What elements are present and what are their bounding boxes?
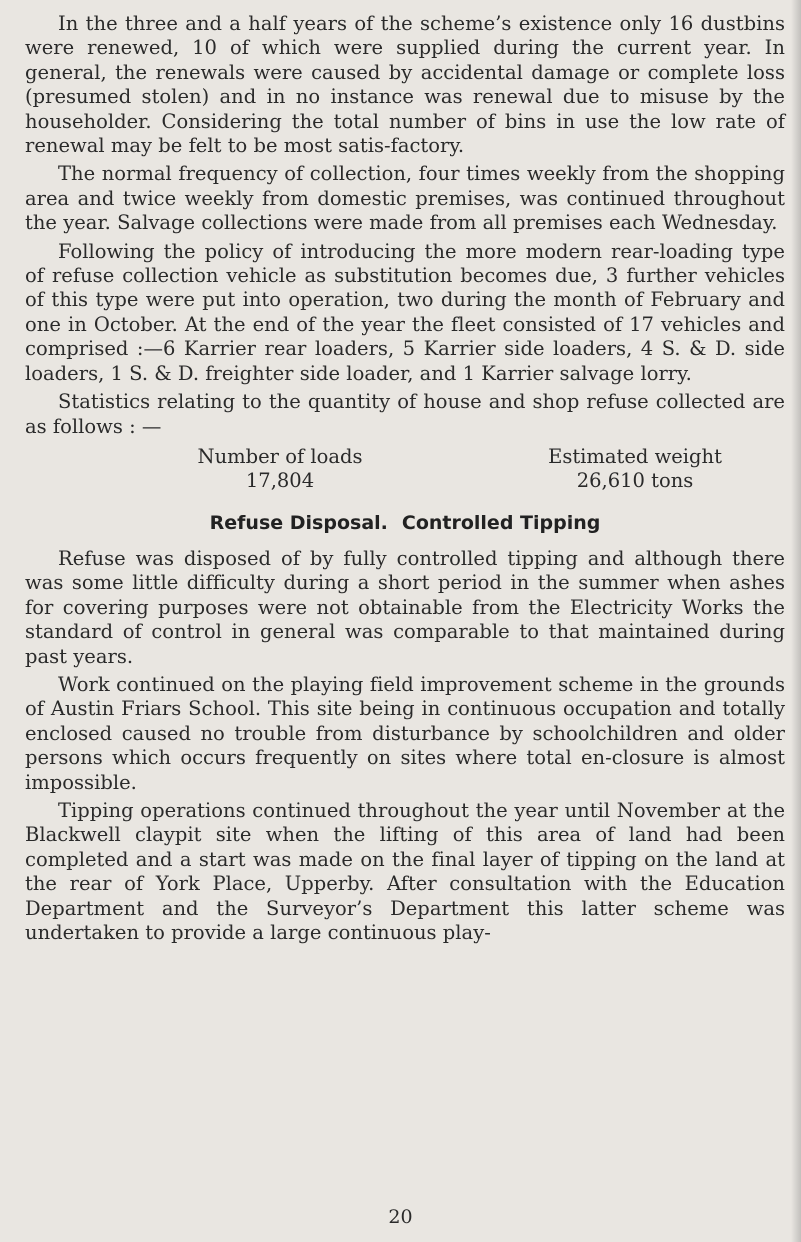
section-heading-left: Refuse Disposal. — [209, 511, 388, 534]
loads-column — [145, 445, 415, 494]
paragraph-tipping-operations: Tipping operations continued throughout the year until November at the Blackwell claypit site when the lifting of this area of land had been completed and a start was made on the final layer of tipping on the land at the rear of York Place, Upperby. After consultation with the Education Department and the Surveyor’s Department this latter scheme was undertaken to provide a large continuous play- — [25, 798, 785, 944]
paragraph-dustbin-renewals: In the three and a half years of the scheme’s existence only 16 dustbins were renewed, 10 of which were supplied during the current year. In general, the renewals were caused by accidental damage or complete loss (presumed stolen) and in no instance was renewal due to misuse by the householder. Considering the total number of bins in use the low rate of renewal may be felt to be most satis-factory. — [25, 12, 785, 158]
page-edge-shadow — [791, 0, 801, 1242]
paragraph-controlled-tipping: Refuse was disposed of by fully controlled tipping and although there was some little difficulty during a short period in the summer when ashes for covering purposes were not obtainable from the Electricity Works the standard of control in general was comparable to that maintained during past years. — [25, 546, 785, 668]
page-number: 20 — [388, 1206, 413, 1228]
loads-value: 17,804 — [245, 469, 315, 493]
weight-column — [485, 445, 785, 494]
loads-label: Number of loads — [197, 444, 363, 468]
section-heading — [25, 511, 785, 535]
refuse-statistics — [25, 445, 785, 497]
paragraph-vehicle-fleet: Following the policy of introducing the more modern rear-loading type of refuse collection vehicle as substitution becomes due, 3 further vehicles of this type were put into operation, two during the month of February and one in October. At the end of the year the fleet consisted of 17 vehicles and comprised :—6 Karrier rear loaders, 5 Karrier side loaders, 4 S. & D. side loaders, 1 S. & D. freighter side loader, and 1 Karrier salvage lorry. — [25, 239, 785, 385]
weight-label: Estimated weight — [548, 444, 722, 468]
section-heading-right: Controlled Tipping — [401, 511, 601, 534]
paragraph-collection-frequency: The normal frequency of collection, four times weekly from the shopping area and twice weekly from domestic premises, was continued throughout the year. Salvage collections were made from all premises each Wednesday. — [25, 162, 785, 235]
weight-value: 26,610 tons — [576, 469, 694, 493]
paragraph-statistics-intro: Statistics relating to the quantity of house and shop refuse collected are as follows : — — [25, 390, 785, 438]
paragraph-playing-field: Work continued on the playing field improvement scheme in the grounds of Austin Friars School. This site being in continuous occupation and totally enclosed caused no trouble from disturbance by schoolchildren and older persons which occurs frequently on sites where total en-closure is almost impossible. — [25, 672, 785, 794]
